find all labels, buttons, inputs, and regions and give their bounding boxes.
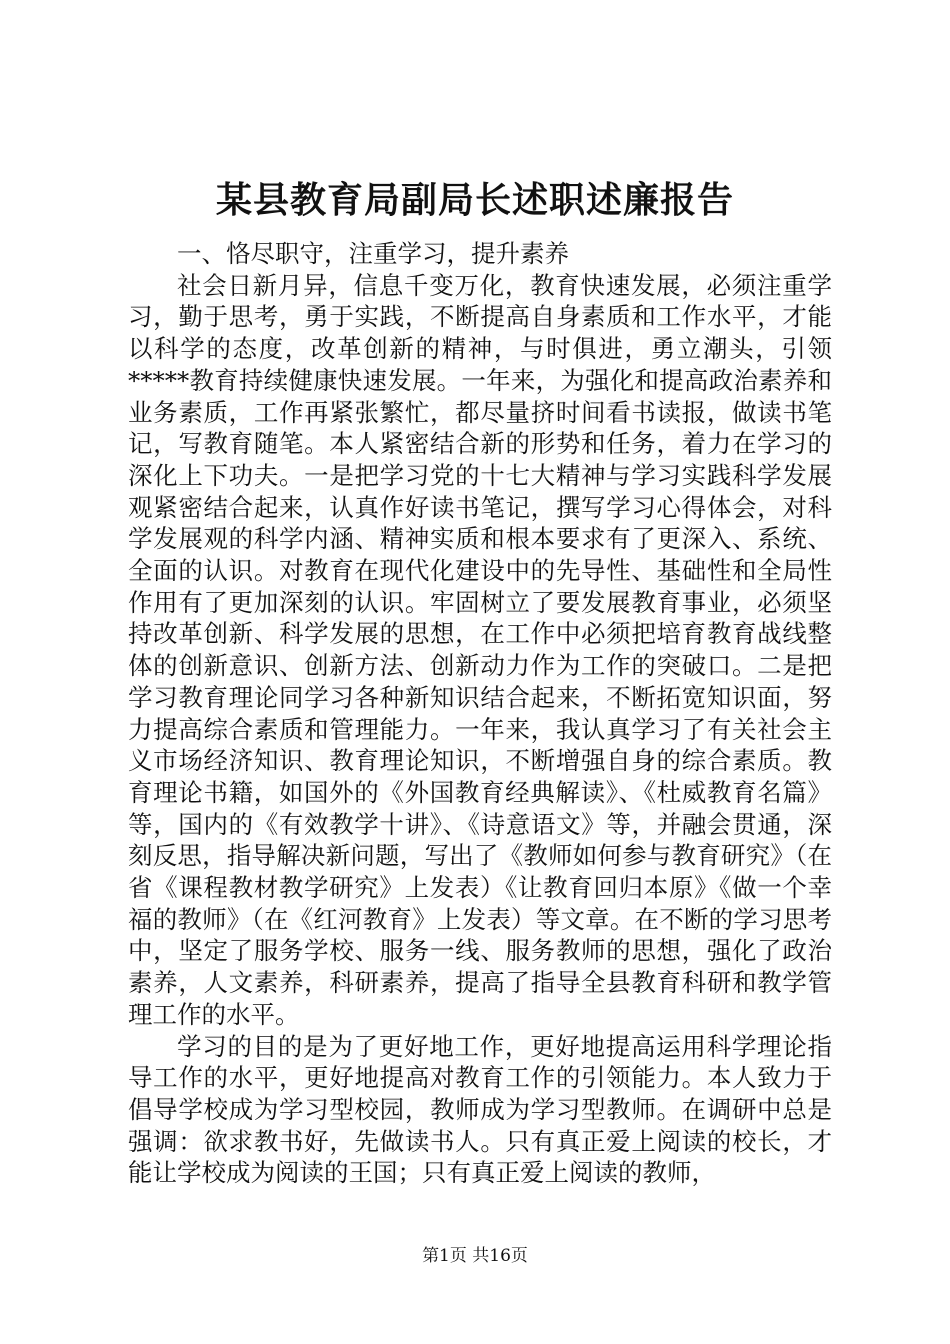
- body-paragraph: 学习的目的是为了更好地工作，更好地提高运用科学理论指导工作的水平，更好地提高对教育工作的引领能力。本人致力于倡导学校成为学习型校园，教师成为学习型教师。在调研中总是强调：欲求教书好，先做读书人。只有真正爱上阅读的校长，才能让学校成为阅读的王国；只有真正爱上阅读的教师，: [128, 1031, 832, 1188]
- page-number-footer: 第1页 共16页: [422, 1246, 528, 1266]
- body-paragraph: 社会日新月异，信息千变万化，教育快速发展，必须注重学习，勤于思考，勇于实践，不断提高自身素质和工作水平，才能以科学的态度，改革创新的精神，与时俱进，勇立潮头，引领*****教育持续健康快速发展。一年来，为强化和提高政治素养和业务素质，工作再紧张繁忙，都尽量挤时间看书读报，做读书笔记，写教育随笔。本人紧密结合新的形势和任务，着力在学习的深化上下功夫。一是把学习党的十七大精神与学习实践科学发展观紧密结合起来，认真作好读书笔记，撰写学习心得体会，对科学发展观的科学内涵、精神实质和根本要求有了更深入、系统、全面的认识。对教育在现代化建设中的先导性、基础性和全局性作用有了更加深刻的认识。牢固树立了要发展教育事业，必须坚持改革创新、科学发展的思想，在工作中必须把培育教育战线整体的创新意识、创新方法、创新动力作为工作的突破口。二是把学习教育理论同学习各种新知识结合起来，不断拓宽知识面，努力提高综合素质和管理能力。一年来，我认真学习了有关社会主义市场经济知识、教育理论知识，不断增强自身的综合素质。教育理论书籍，如国外的《外国教育经典解读》、《杜威教育名篇》等，国内的《有效教学十讲》、《诗意语文》等，并融会贯通，深刻反思，指导解决新问题，写出了《教师如何参与教育研究》（在省《课程教材教学研究》上发表）《让教育回归本原》《做一个幸福的教师》（在《红河教育》上发表）等文章。在不断的学习思考中，坚定了服务学校、服务一线、服务教师的思想，强化了政治素养，人文素养，科研素养，提高了指导全县教育科研和教学管理工作的水平。: [128, 270, 832, 1029]
- section-heading: 一、恪尽职守，注重学习，提升素养: [177, 239, 569, 268]
- document-body: [128, 238, 832, 1189]
- document-title: 某县教育局副局长述职述廉报告: [215, 179, 734, 221]
